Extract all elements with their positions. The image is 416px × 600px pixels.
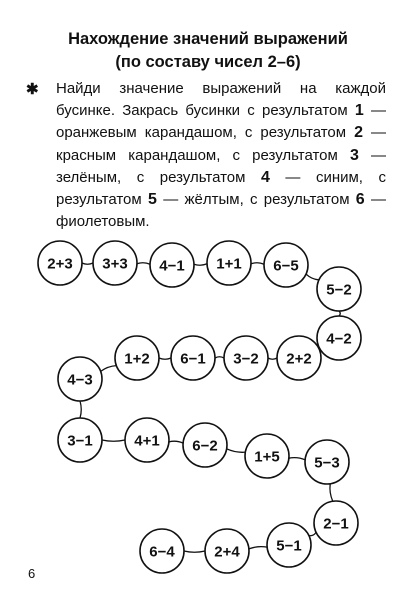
bead-expression: 4+1 (134, 432, 160, 450)
result-1: 1 (354, 102, 364, 120)
bead[interactable] (171, 336, 215, 380)
bead[interactable] (277, 336, 321, 380)
bead[interactable] (317, 316, 361, 360)
task-part-7: — фиолетовым. (56, 191, 386, 231)
bead[interactable] (115, 336, 159, 380)
bead-string (330, 484, 333, 501)
bead[interactable] (140, 529, 184, 573)
bead-expression: 5−3 (314, 454, 340, 472)
bead-string (137, 263, 150, 264)
task-part-4: — зелёным, с результатом (56, 146, 386, 186)
bead[interactable] (314, 501, 358, 545)
bead-string (194, 264, 207, 265)
bead-expression: 4−2 (326, 330, 352, 348)
bead-expression: 5−1 (276, 537, 302, 555)
bead[interactable] (93, 241, 137, 285)
bead-string (102, 440, 125, 441)
bead-expression: 2+2 (286, 350, 312, 368)
bead[interactable] (125, 418, 169, 462)
task-part-6: — жёлтым, с результатом (156, 191, 356, 209)
bead-string (268, 358, 277, 359)
bead-string (159, 358, 171, 359)
bead-string (82, 263, 93, 264)
bead-string (289, 458, 305, 460)
bead[interactable] (245, 434, 289, 478)
result-3: 3 (349, 146, 359, 164)
task-part-2: — оранжевым карандашом, с результатом (56, 102, 387, 142)
bead[interactable] (264, 243, 308, 287)
result-4: 4 (260, 168, 270, 186)
bead-expression: 1+5 (254, 448, 280, 466)
star-icon: ✱ (26, 81, 39, 98)
bead-string (309, 532, 316, 535)
bead[interactable] (224, 336, 268, 380)
page-subtitle: (по составу чисел 2–6) (115, 53, 301, 71)
bead-string (306, 274, 319, 280)
bead-expression: 1+1 (216, 255, 242, 273)
bead-string (169, 441, 183, 443)
bead-expression: 6−1 (180, 350, 206, 368)
task-part-3: — красным карандашом, с результатом (56, 124, 386, 164)
task-part-5: — синим, с результатом (56, 168, 386, 209)
bead-string (251, 263, 264, 264)
bead[interactable] (183, 423, 227, 467)
bead[interactable] (305, 440, 349, 484)
bead-string (184, 551, 205, 552)
bead[interactable] (150, 243, 194, 287)
bead-string (80, 401, 81, 418)
bead-expression: 3+3 (102, 255, 128, 273)
bead-expression: 1+2 (124, 350, 150, 368)
bead-expression: 5−2 (326, 281, 352, 299)
bead-expression: 4−3 (67, 371, 93, 389)
bead-string (249, 547, 267, 549)
bead[interactable] (58, 357, 102, 401)
bead-expression: 6−2 (192, 437, 218, 455)
bead-expression: 3−1 (67, 432, 93, 450)
bead-expression: 2+3 (47, 255, 73, 273)
result-5: 5 (148, 191, 157, 209)
page-title-line-1: Нахождение значений выражений (68, 30, 348, 48)
bead-string (101, 366, 117, 372)
bead[interactable] (205, 529, 249, 573)
bead-expression: 2−1 (323, 515, 349, 533)
bead[interactable] (207, 241, 251, 285)
bead-expression: 6−5 (273, 257, 299, 275)
bead[interactable] (58, 418, 102, 462)
bead-expression: 4−1 (159, 257, 185, 275)
page-number: 6 (28, 566, 36, 581)
task-part-1: Найди значение выражений на каждой бусинке. Закрась бусинки с результатом (56, 80, 386, 120)
bead[interactable] (317, 267, 361, 311)
bead-string (215, 357, 224, 358)
bead-expression: 3−2 (233, 350, 259, 368)
bead-expression: 2+4 (214, 543, 240, 561)
bead-string (227, 449, 246, 452)
result-6: 6 (355, 191, 365, 209)
bead[interactable] (38, 241, 82, 285)
bead-expression: 6−4 (149, 543, 175, 561)
bead[interactable] (267, 523, 311, 567)
result-2: 2 (354, 124, 363, 142)
